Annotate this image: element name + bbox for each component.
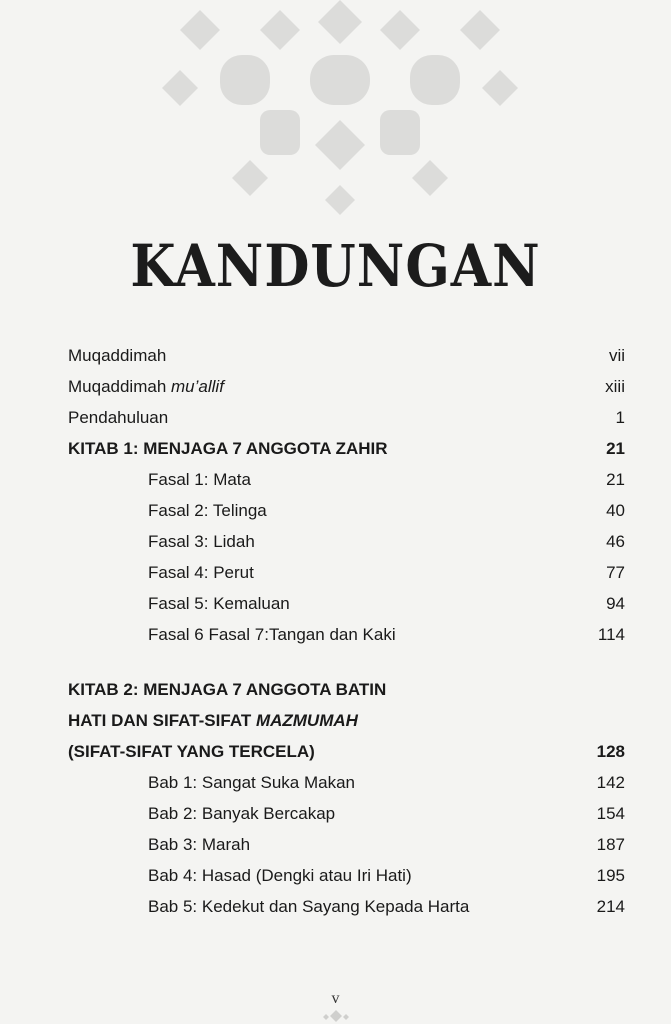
entry-label: Pendahuluan [68, 408, 169, 427]
diamond-ornament-icon [322, 1008, 350, 1024]
entry-page: xiii [605, 377, 625, 396]
toc-chapter [68, 736, 625, 767]
toc-section [68, 557, 625, 588]
section-page: 195 [596, 866, 625, 885]
toc-chapter-line [68, 674, 625, 705]
toc-section [68, 891, 625, 922]
page-title: KANDUNGAN [130, 232, 541, 301]
section-page: 114 [597, 625, 625, 644]
chapter-title: KITAB 2: MENJAGA 7 ANGGOTA BATIN [68, 680, 387, 699]
geometric-ornament-icon [140, 0, 540, 230]
toc-chapter [68, 433, 625, 464]
toc-entry [68, 402, 625, 433]
entry-page: vii [608, 346, 625, 365]
section-page: 77 [606, 563, 625, 582]
section-page: 187 [596, 835, 625, 854]
section-page: 21 [606, 470, 625, 489]
section-label: Fasal 6 Fasal 7:Tangan dan Kaki [148, 625, 396, 644]
chapter-page: 128 [596, 742, 625, 761]
section-label: Fasal 4: Perut [148, 563, 254, 582]
section-label: Fasal 3: Lidah [148, 532, 255, 551]
toc-entry [68, 340, 625, 371]
section-label: Bab 4: Hasad (Dengki atau Iri Hati) [148, 866, 412, 885]
section-label: Fasal 2: Telinga [148, 501, 267, 520]
section-page: 40 [606, 501, 625, 520]
toc-section [68, 860, 625, 891]
section-label: Bab 3: Marah [148, 835, 251, 854]
entry-page: 1 [615, 408, 625, 427]
section-page: 142 [596, 773, 625, 792]
toc-section [68, 495, 625, 526]
toc-chapter-line [68, 705, 625, 736]
chapter-title: KITAB 1: MENJAGA 7 ANGGOTA ZAHIR [68, 439, 388, 458]
toc-section [68, 464, 625, 495]
section-label: Bab 1: Sangat Suka Makan [148, 773, 355, 792]
chapter-title: (SIFAT-SIFAT YANG TERCELA) [68, 742, 315, 761]
section-page: 214 [596, 897, 625, 916]
section-label: Bab 2: Banyak Bercakap [148, 804, 336, 823]
toc-entry [68, 371, 625, 402]
chapter-title: HATI DAN SIFAT-SIFAT MAZMUMAH [68, 711, 358, 730]
section-label: Fasal 5: Kemaluan [148, 594, 290, 613]
section-page: 154 [596, 804, 625, 823]
chapter-page: 21 [606, 439, 625, 458]
toc-section [68, 767, 625, 798]
section-label: Fasal 1: Mata [148, 470, 251, 489]
entry-label: Muqaddimah [68, 346, 167, 365]
toc-section [68, 798, 625, 829]
section-page: 94 [606, 594, 625, 613]
toc-section [68, 619, 625, 650]
entry-label: Muqaddimah mu’allif [68, 377, 224, 396]
toc-section [68, 829, 625, 860]
toc-section [68, 526, 625, 557]
table-of-contents [68, 340, 625, 922]
toc-section [68, 588, 625, 619]
page-number: v [331, 990, 340, 1007]
section-label: Bab 5: Kedekut dan Sayang Kepada Harta [148, 897, 470, 916]
section-page: 46 [606, 532, 625, 551]
